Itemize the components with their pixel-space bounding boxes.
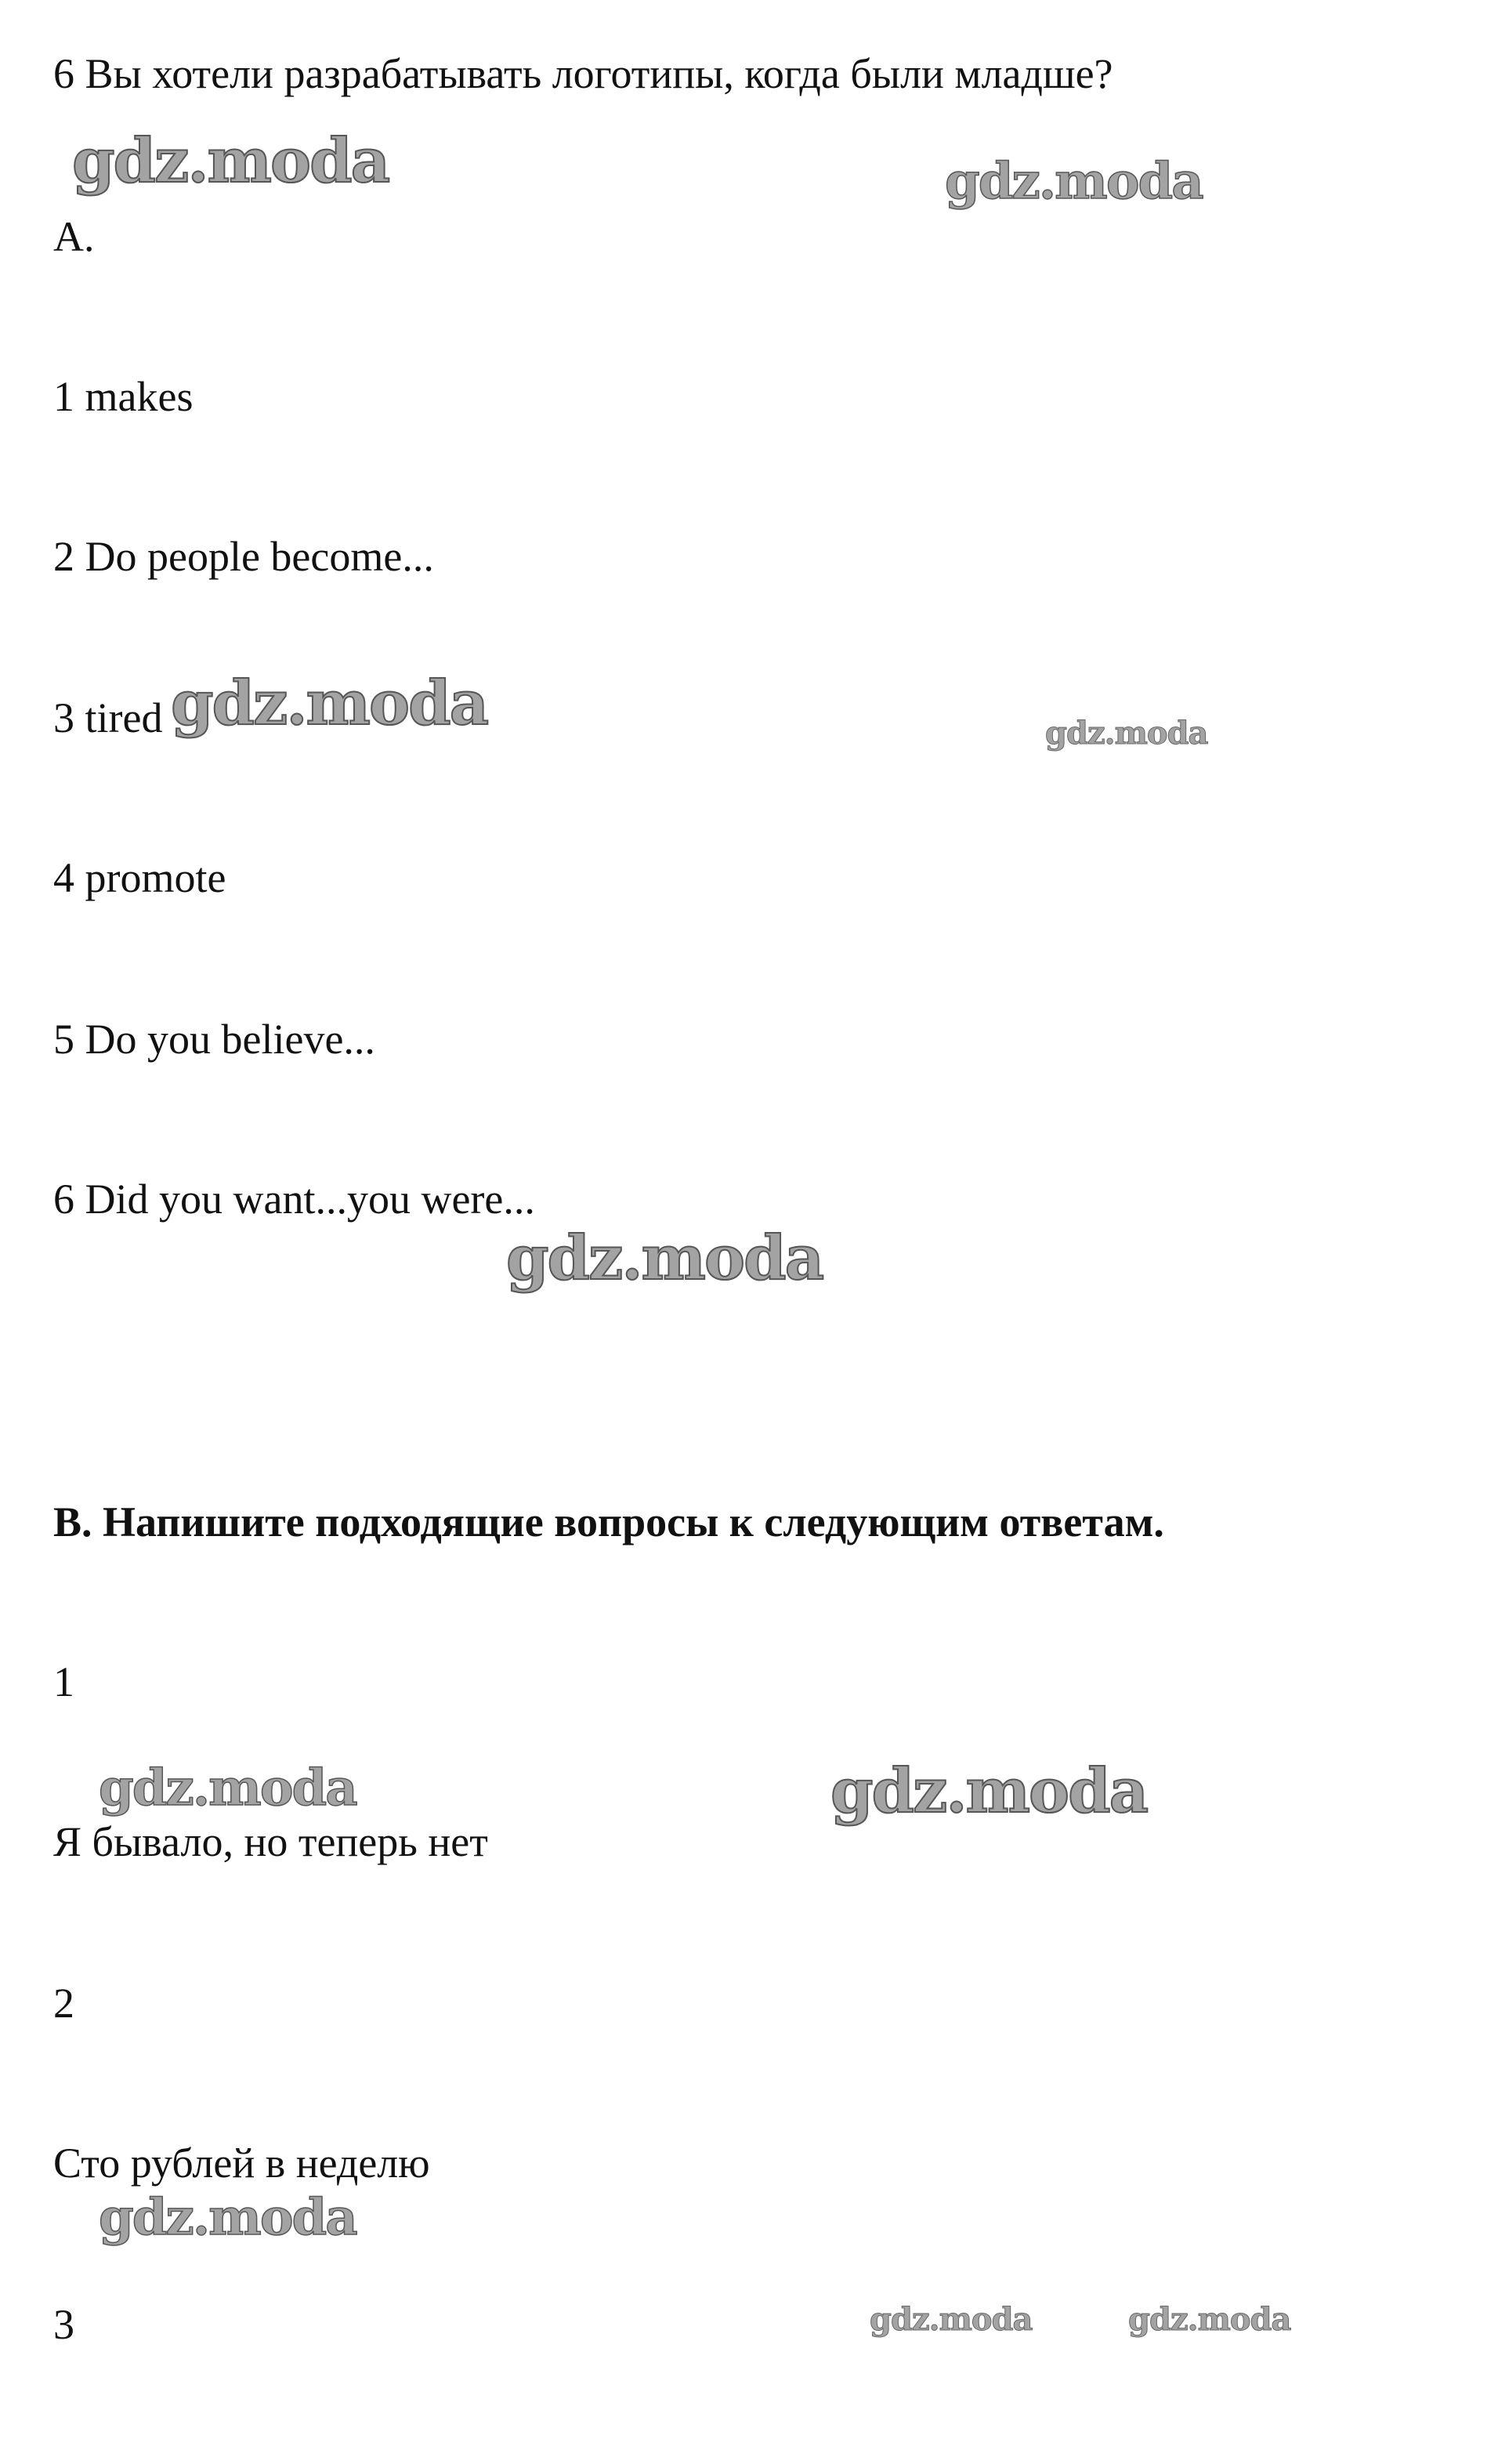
watermark: gdz.moda bbox=[99, 1759, 356, 1817]
question-6-ru: 6 Вы хотели разрабатывать логотипы, когда были младше? bbox=[53, 50, 1113, 97]
section-b-item-1-number: 1 bbox=[53, 1658, 74, 1705]
watermark: gdz.moda bbox=[1045, 715, 1208, 752]
watermark: gdz.moda bbox=[870, 2301, 1033, 2338]
watermark: gdz.moda bbox=[945, 152, 1203, 211]
section-b-heading: B. Напишите подходящие вопросы к следующим ответам. bbox=[53, 1498, 1164, 1545]
answer-1: 1 makes bbox=[53, 373, 194, 420]
section-b-item-2-number: 2 bbox=[53, 1980, 74, 2027]
section-b-item-3-number: 3 bbox=[53, 2301, 74, 2348]
watermark: gdz.moda bbox=[171, 668, 488, 739]
answer-3: 3 tired bbox=[53, 694, 163, 741]
watermark: gdz.moda bbox=[72, 125, 389, 197]
section-a-label: A. bbox=[53, 213, 95, 260]
answer-4: 4 promote bbox=[53, 854, 226, 901]
answer-2: 2 Do people become... bbox=[53, 533, 434, 580]
answer-6: 6 Did you want...you were... bbox=[53, 1176, 535, 1223]
section-b-item-1-answer: Я бывало, но теперь нет bbox=[53, 1818, 488, 1865]
watermark: gdz.moda bbox=[1128, 2301, 1291, 2338]
watermark: gdz.moda bbox=[99, 2188, 356, 2247]
section-b-item-2-answer: Сто рублей в неделю bbox=[53, 2140, 430, 2187]
watermark: gdz.moda bbox=[506, 1223, 823, 1294]
watermark: gdz.moda bbox=[830, 1756, 1148, 1827]
answer-5: 5 Do you believe... bbox=[53, 1016, 375, 1063]
